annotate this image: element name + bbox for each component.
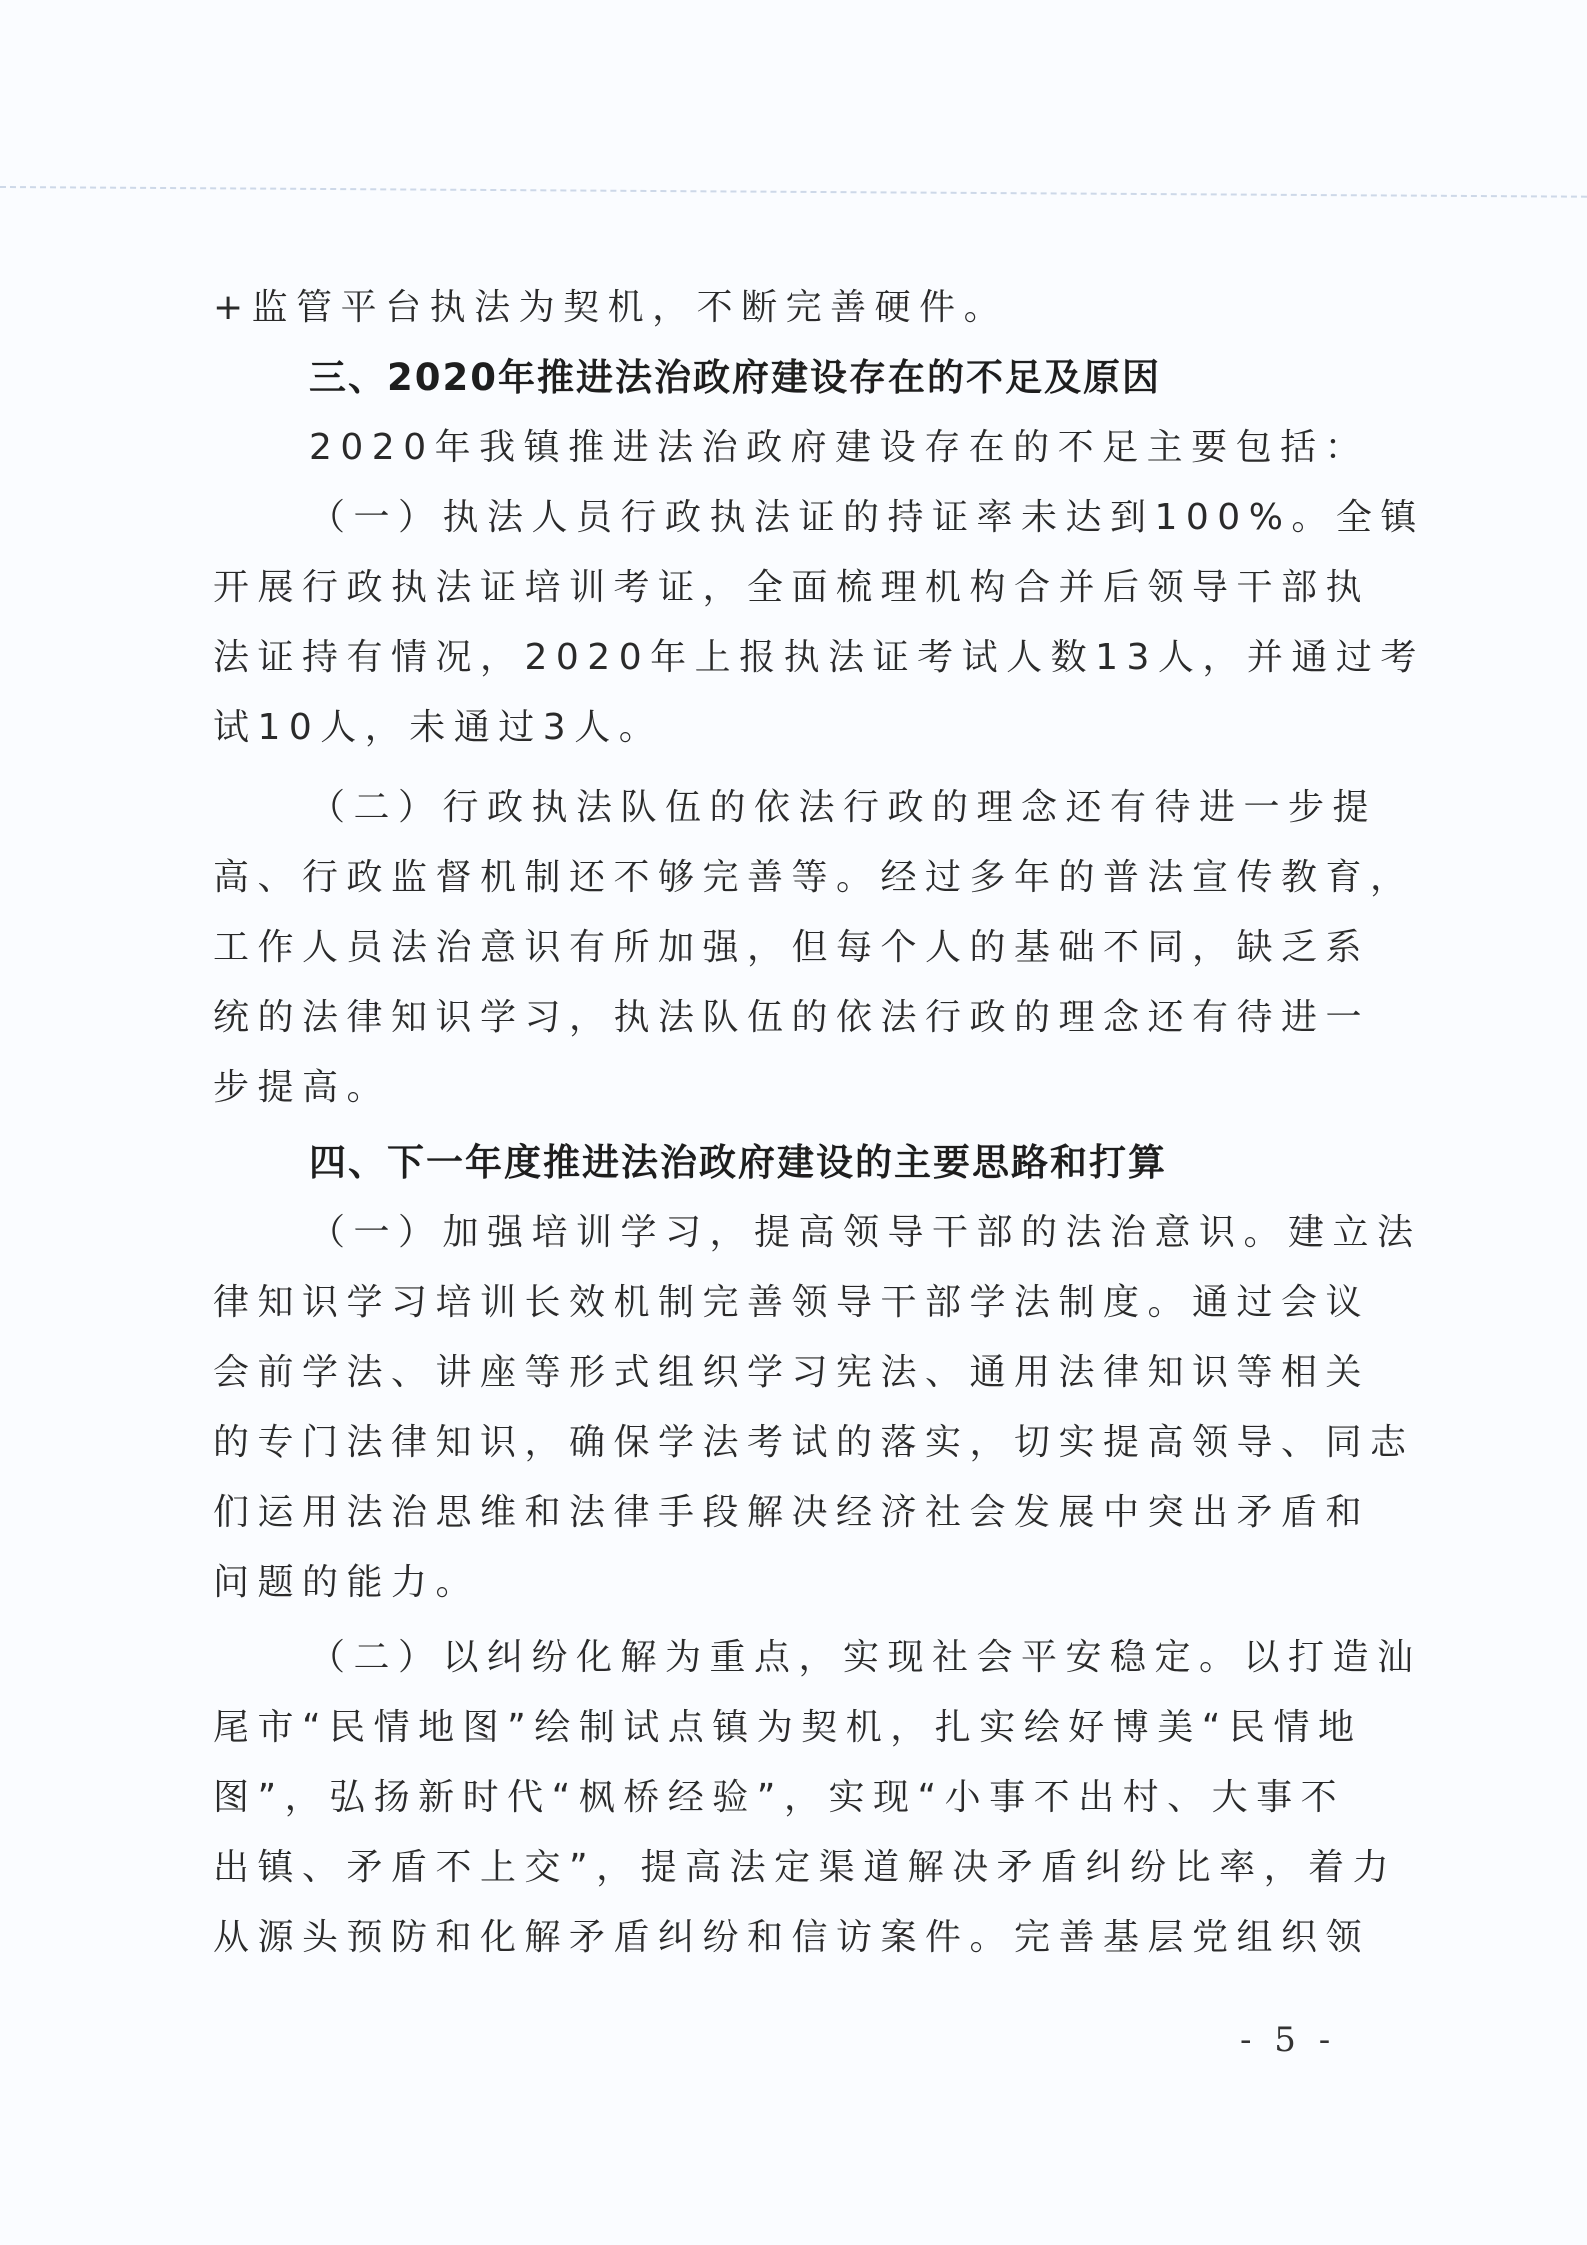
section-heading-3: 三、2020年推进法治政府建设存在的不足及原因 <box>309 356 1161 399</box>
body-line: （一）加强培训学习，提高领导干部的法治意识。建立法 <box>309 1212 1422 1253</box>
body-line: 统的法律知识学习，执法队伍的依法行政的理念还有待进一 <box>213 997 1371 1038</box>
body-line: 问题的能力。 <box>213 1562 481 1603</box>
body-line: 试10人，未通过3人。 <box>213 707 664 748</box>
body-line: （一）执法人员行政执法证的持证率未达到100%。全镇 <box>309 497 1425 538</box>
body-line: 从源头预防和化解矛盾纠纷和信访案件。完善基层党组织领 <box>213 1917 1371 1958</box>
body-line: （二）以纠纷化解为重点，实现社会平安稳定。以打造汕 <box>309 1637 1422 1678</box>
page-number: - 5 - <box>1240 2020 1337 2060</box>
body-line: 会前学法、讲座等形式组织学习宪法、通用法律知识等相关 <box>213 1352 1371 1393</box>
body-line: （二）行政执法队伍的依法行政的理念还有待进一步提 <box>309 787 1378 828</box>
section-heading-4: 四、下一年度推进法治政府建设的主要思路和打算 <box>309 1141 1167 1184</box>
body-line: 律知识学习培训长效机制完善领导干部学法制度。通过会议 <box>213 1282 1371 1323</box>
body-line: 尾市“民情地图”绘制试点镇为契机，扎实绘好博美“民情地 <box>213 1707 1363 1748</box>
body-line: 步提高。 <box>213 1067 392 1108</box>
body-line: 高、行政监督机制还不够完善等。经过多年的普法宣传教育， <box>213 857 1415 898</box>
body-line: 2020年我镇推进法治政府建设存在的不足主要包括： <box>309 427 1370 468</box>
body-line: 出镇、矛盾不上交”，提高法定渠道解决矛盾纠纷比率，着力 <box>213 1847 1398 1888</box>
body-line: 开展行政执法证培训考证，全面梳理机构合并后领导干部执 <box>213 567 1371 608</box>
body-line: +监管平台执法为契机，不断完善硬件。 <box>213 287 1009 328</box>
body-line: 们运用法治思维和法律手段解决经济社会发展中突出矛盾和 <box>213 1492 1371 1533</box>
scan-artifact-dashed-line <box>0 186 1587 198</box>
body-line: 法证持有情况，2020年上报执法证考试人数13人，并通过考 <box>213 637 1425 678</box>
body-line: 图”，弘扬新时代“枫桥经验”，实现“小事不出村、大事不 <box>213 1777 1346 1818</box>
body-line: 的专门法律知识，确保学法考试的落实，切实提高领导、同志 <box>213 1422 1415 1463</box>
body-line: 工作人员法治意识有所加强，但每个人的基础不同，缺乏系 <box>213 927 1371 968</box>
